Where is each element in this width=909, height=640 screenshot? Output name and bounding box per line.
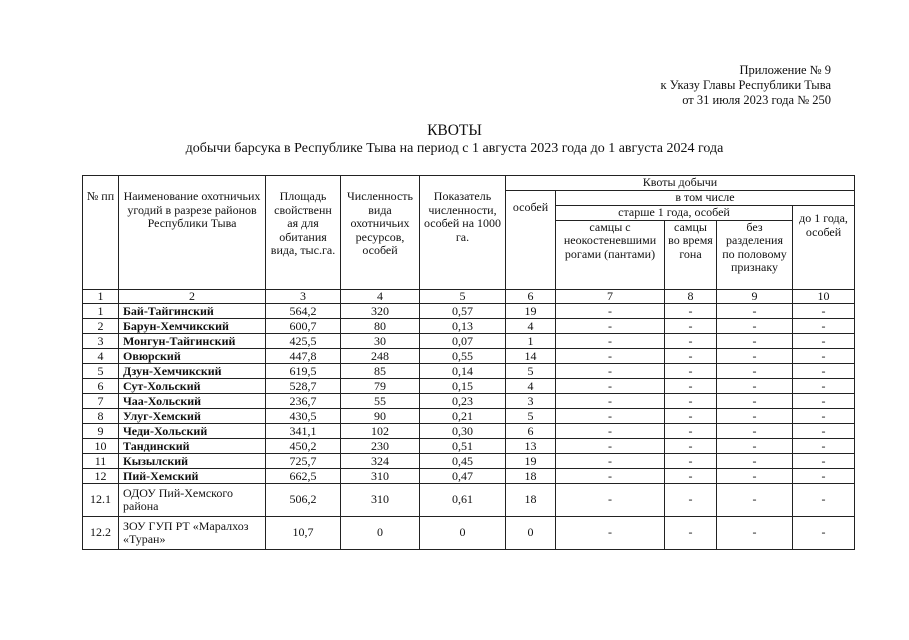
habitat-area: 564,2 <box>266 303 341 318</box>
quota-males-rut: - <box>665 333 717 348</box>
district-name: Монгун-Тайгинский <box>119 333 266 348</box>
quota-total: 18 <box>506 468 556 483</box>
header-quotas: Квоты добычи <box>506 176 855 191</box>
habitat-area: 425,5 <box>266 333 341 348</box>
header-index: Показатель численности, особей на 1000 га. <box>420 176 506 290</box>
row-number: 10 <box>83 438 119 453</box>
population: 320 <box>341 303 420 318</box>
district-name: Чеди-Хольский <box>119 423 266 438</box>
habitat-area: 662,5 <box>266 468 341 483</box>
population: 85 <box>341 363 420 378</box>
quota-no-sex: - <box>717 393 793 408</box>
population: 324 <box>341 453 420 468</box>
district-name: Тандинский <box>119 438 266 453</box>
header-name: Наименование охотничьих угодий в разрезе районов Республики Тыва <box>119 176 266 290</box>
population: 310 <box>341 483 420 516</box>
quota-no-sex: - <box>717 423 793 438</box>
appendix-line-2: к Указу Главы Республики Тыва <box>660 78 831 92</box>
quota-no-sex: - <box>717 453 793 468</box>
quota-no-sex: - <box>717 516 793 549</box>
quota-males-antlers: - <box>556 423 665 438</box>
district-name: Чаа-Хольский <box>119 393 266 408</box>
quota-males-antlers: - <box>556 438 665 453</box>
quota-under1: - <box>793 378 855 393</box>
population: 310 <box>341 468 420 483</box>
quota-total: 19 <box>506 303 556 318</box>
quota-under1: - <box>793 468 855 483</box>
col-number: 8 <box>665 289 717 303</box>
habitat-area: 450,2 <box>266 438 341 453</box>
quota-under1: - <box>793 408 855 423</box>
habitat-area: 447,8 <box>266 348 341 363</box>
appendix-line-3: от 31 июля 2023 года № 250 <box>682 93 831 107</box>
quota-total: 1 <box>506 333 556 348</box>
habitat-area: 430,5 <box>266 408 341 423</box>
quota-table <box>82 175 855 550</box>
district-name: Пий-Хемский <box>119 468 266 483</box>
quota-under1: - <box>793 453 855 468</box>
density-index: 0,51 <box>420 438 506 453</box>
quota-no-sex: - <box>717 483 793 516</box>
density-index: 0,61 <box>420 483 506 516</box>
table-row <box>83 468 855 483</box>
population: 102 <box>341 423 420 438</box>
population: 80 <box>341 318 420 333</box>
table-row <box>83 318 855 333</box>
quota-males-antlers: - <box>556 363 665 378</box>
row-number: 8 <box>83 408 119 423</box>
row-number: 12 <box>83 468 119 483</box>
quota-total: 3 <box>506 393 556 408</box>
header-under1: до 1 года, особей <box>793 206 855 290</box>
quota-no-sex: - <box>717 333 793 348</box>
table-row <box>83 423 855 438</box>
quota-total: 6 <box>506 423 556 438</box>
col-number: 7 <box>556 289 665 303</box>
population: 55 <box>341 393 420 408</box>
col-number: 6 <box>506 289 556 303</box>
row-number: 11 <box>83 453 119 468</box>
habitat-area: 725,7 <box>266 453 341 468</box>
table-row <box>83 516 855 549</box>
quota-under1: - <box>793 516 855 549</box>
district-name: Барун-Хемчикский <box>119 318 266 333</box>
quota-total: 4 <box>506 318 556 333</box>
population: 0 <box>341 516 420 549</box>
habitat-area: 600,7 <box>266 318 341 333</box>
header-row-1 <box>83 176 855 191</box>
table-row <box>83 333 855 348</box>
quota-under1: - <box>793 303 855 318</box>
table-row <box>83 378 855 393</box>
habitat-area: 236,7 <box>266 393 341 408</box>
habitat-area: 619,5 <box>266 363 341 378</box>
header-incl: в том числе <box>556 191 855 206</box>
quota-total: 5 <box>506 408 556 423</box>
quota-males-rut: - <box>665 438 717 453</box>
district-name: Улуг-Хемский <box>119 408 266 423</box>
quota-males-antlers: - <box>556 333 665 348</box>
quota-males-antlers: - <box>556 453 665 468</box>
header-population: Численность вида охотничьих ресурсов, особей <box>341 176 420 290</box>
population: 30 <box>341 333 420 348</box>
density-index: 0,55 <box>420 348 506 363</box>
quota-males-rut: - <box>665 378 717 393</box>
district-name: Дзун-Хемчикский <box>119 363 266 378</box>
quota-no-sex: - <box>717 303 793 318</box>
header-no-sex: без разделения по половому признаку <box>717 220 793 289</box>
row-number: 7 <box>83 393 119 408</box>
district-name: Бай-Тайгинский <box>119 303 266 318</box>
col-number: 5 <box>420 289 506 303</box>
quota-under1: - <box>793 483 855 516</box>
quota-males-antlers: - <box>556 303 665 318</box>
density-index: 0,47 <box>420 468 506 483</box>
header-males-rut: самцы во время гона <box>665 220 717 289</box>
habitat-area: 341,1 <box>266 423 341 438</box>
quota-males-antlers: - <box>556 378 665 393</box>
table-row <box>83 408 855 423</box>
quota-males-antlers: - <box>556 348 665 363</box>
col-number: 9 <box>717 289 793 303</box>
row-number: 12.2 <box>83 516 119 549</box>
col-number: 2 <box>119 289 266 303</box>
quota-no-sex: - <box>717 363 793 378</box>
row-number: 1 <box>83 303 119 318</box>
appendix-block <box>661 63 831 108</box>
district-name: Сут-Хольский <box>119 378 266 393</box>
quota-total: 0 <box>506 516 556 549</box>
quota-under1: - <box>793 363 855 378</box>
quota-males-rut: - <box>665 348 717 363</box>
row-number: 12.1 <box>83 483 119 516</box>
habitat-area: 506,2 <box>266 483 341 516</box>
quota-no-sex: - <box>717 438 793 453</box>
row-number: 4 <box>83 348 119 363</box>
table-row <box>83 348 855 363</box>
quota-total: 4 <box>506 378 556 393</box>
quota-total: 14 <box>506 348 556 363</box>
quota-males-antlers: - <box>556 483 665 516</box>
col-number: 4 <box>341 289 420 303</box>
quota-males-antlers: - <box>556 468 665 483</box>
row-number: 6 <box>83 378 119 393</box>
density-index: 0,15 <box>420 378 506 393</box>
header-individuals: особей <box>506 191 556 290</box>
quota-males-rut: - <box>665 408 717 423</box>
row-number: 2 <box>83 318 119 333</box>
quota-males-rut: - <box>665 423 717 438</box>
density-index: 0,57 <box>420 303 506 318</box>
table-row <box>83 483 855 516</box>
population: 90 <box>341 408 420 423</box>
row-number: 3 <box>83 333 119 348</box>
quota-males-rut: - <box>665 453 717 468</box>
density-index: 0,21 <box>420 408 506 423</box>
population: 248 <box>341 348 420 363</box>
quota-males-rut: - <box>665 483 717 516</box>
row-number: 9 <box>83 423 119 438</box>
table-row <box>83 303 855 318</box>
appendix-line-1: Приложение № 9 <box>739 63 831 77</box>
quota-total: 13 <box>506 438 556 453</box>
quota-males-rut: - <box>665 363 717 378</box>
population: 230 <box>341 438 420 453</box>
district-name: ОДОУ Пий-Хемского района <box>119 483 266 516</box>
district-name: ЗОУ ГУП РТ «Маралхоз «Туран» <box>119 516 266 549</box>
quota-no-sex: - <box>717 348 793 363</box>
density-index: 0,45 <box>420 453 506 468</box>
header-older: старше 1 года, особей <box>556 206 793 221</box>
quota-total: 18 <box>506 483 556 516</box>
col-number: 10 <box>793 289 855 303</box>
quota-males-rut: - <box>665 303 717 318</box>
quota-under1: - <box>793 348 855 363</box>
document-title: КВОТЫ <box>427 122 482 139</box>
density-index: 0,30 <box>420 423 506 438</box>
table-body <box>83 303 855 549</box>
district-name: Овюрский <box>119 348 266 363</box>
quota-males-rut: - <box>665 516 717 549</box>
quota-under1: - <box>793 393 855 408</box>
density-index: 0,07 <box>420 333 506 348</box>
table-row <box>83 438 855 453</box>
quota-no-sex: - <box>717 468 793 483</box>
table-row <box>83 453 855 468</box>
quota-no-sex: - <box>717 378 793 393</box>
density-index: 0,13 <box>420 318 506 333</box>
quota-males-rut: - <box>665 318 717 333</box>
population: 79 <box>341 378 420 393</box>
quota-males-antlers: - <box>556 408 665 423</box>
habitat-area: 528,7 <box>266 378 341 393</box>
quota-no-sex: - <box>717 408 793 423</box>
density-index: 0,14 <box>420 363 506 378</box>
quota-under1: - <box>793 423 855 438</box>
header-area: Площадь свойственн ая для обитания вида, тыс.га. <box>266 176 341 290</box>
district-name: Кызылский <box>119 453 266 468</box>
quota-no-sex: - <box>717 318 793 333</box>
column-number-row <box>83 289 855 303</box>
quota-males-antlers: - <box>556 393 665 408</box>
header-males-antlers: самцы с неокостеневшими рогами (пантами) <box>556 220 665 289</box>
density-index: 0,23 <box>420 393 506 408</box>
quota-total: 5 <box>506 363 556 378</box>
quota-total: 19 <box>506 453 556 468</box>
quota-males-antlers: - <box>556 516 665 549</box>
quota-males-antlers: - <box>556 318 665 333</box>
document-subtitle: добычи барсука в Республике Тыва на период с 1 августа 2023 года до 1 августа 2024 года <box>185 141 724 156</box>
quota-under1: - <box>793 318 855 333</box>
table-row <box>83 393 855 408</box>
quota-males-rut: - <box>665 468 717 483</box>
habitat-area: 10,7 <box>266 516 341 549</box>
quota-under1: - <box>793 438 855 453</box>
col-number: 1 <box>83 289 119 303</box>
table-row <box>83 363 855 378</box>
density-index: 0 <box>420 516 506 549</box>
header-num: № пп <box>83 176 119 290</box>
quota-under1: - <box>793 333 855 348</box>
col-number: 3 <box>266 289 341 303</box>
quota-males-rut: - <box>665 393 717 408</box>
row-number: 5 <box>83 363 119 378</box>
